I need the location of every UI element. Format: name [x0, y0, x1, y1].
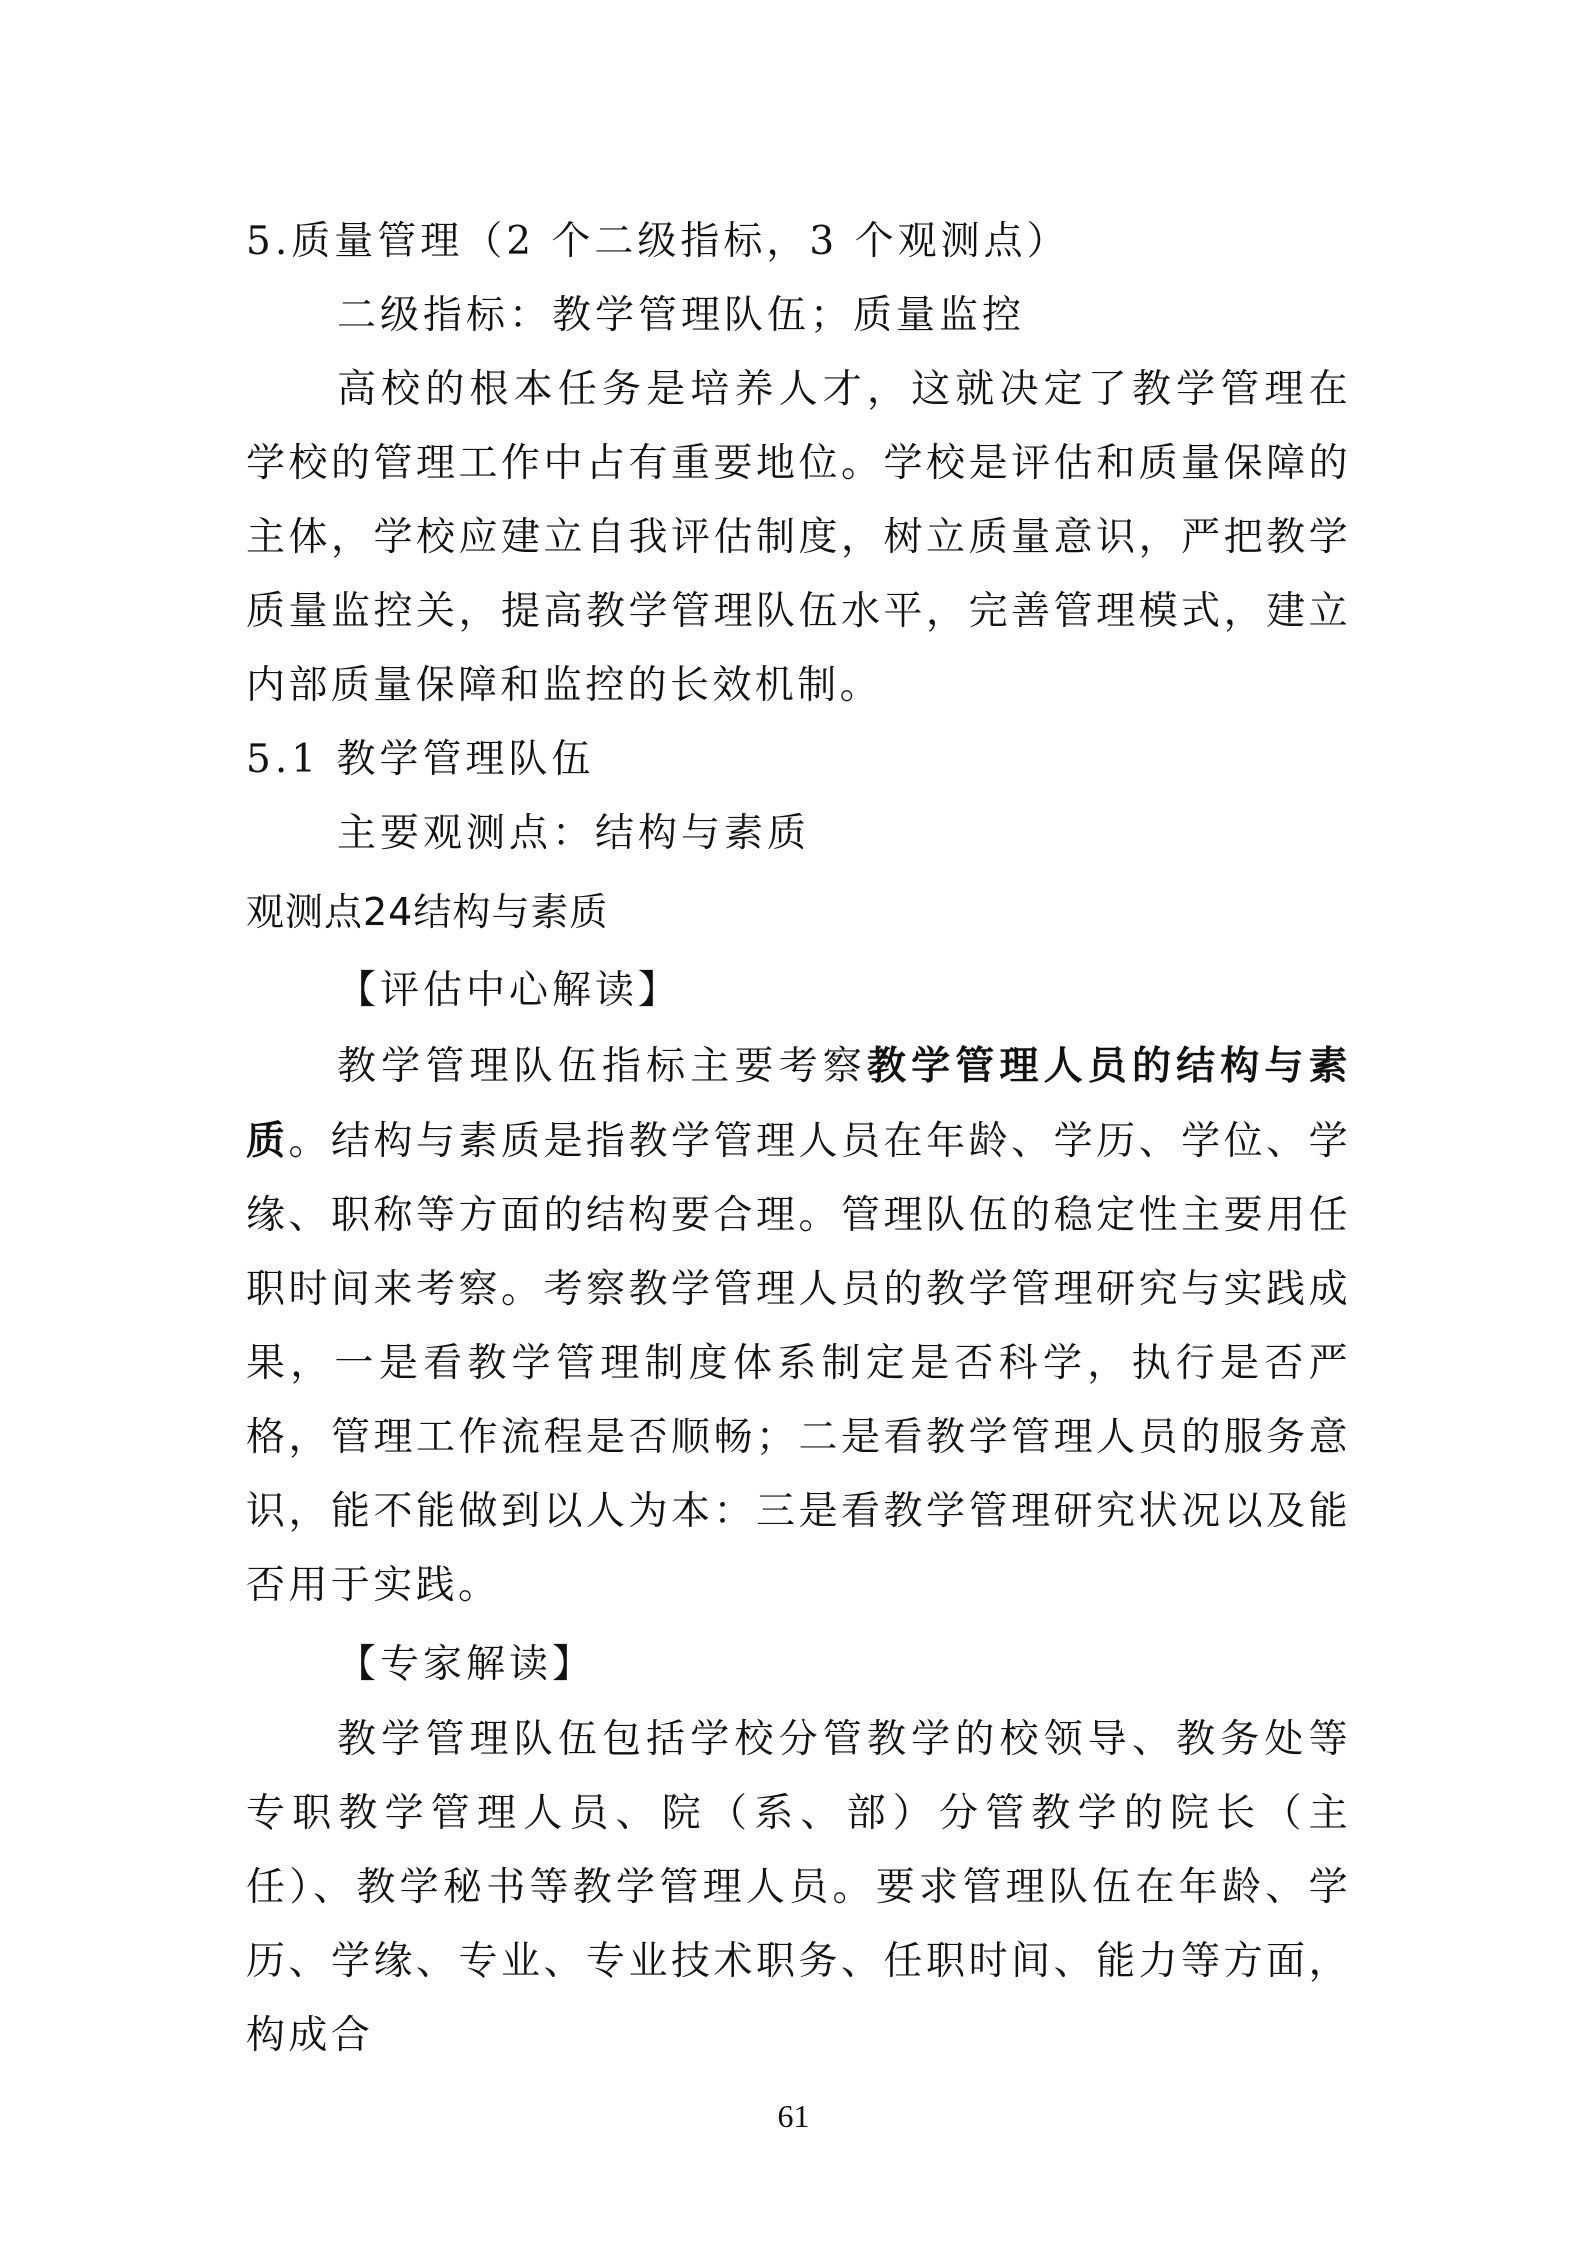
expert-paragraph: 教学管理队伍包括学校分管教学的校领导、教务处等专职教学管理人员、院（系、部）分管教学的院长（主任）、教学秘书等教学管理人员。要求管理队伍在年龄、学历、学缘、专业、专业技术职务、任职时间、能力等方面，构成合 [246, 1717, 1351, 2058]
center-paragraph-rest: 。结构与素质是指教学管理人员在年龄、学历、学位、学缘、职称等方面的结构要合理。管理队伍的稳定性主要用任职时间来考察。考察教学管理人员的教学管理研究与实践成果，一是看教学管理制度体系制定是否科学，执行是否严格，管理工作流程是否顺畅；二是看教学管理人员的服务意识，能不能做到以人为本：三是看教学管理研究状况以及能否用于实践。 [246, 1119, 1351, 1608]
page-number: 61 [777, 2098, 810, 2134]
expert-heading: 【专家解读】 [337, 1642, 596, 1687]
subsection-title: 5.1 教学管理队伍 [246, 737, 595, 782]
center-paragraph [246, 1029, 1351, 1623]
center-heading: 【评估中心解读】 [337, 968, 682, 1013]
center-paragraph-lead: 教学管理队伍指标主要考察 [337, 1044, 867, 1089]
intro-paragraph: 高校的根本任务是培养人才，这就决定了教学管理在学校的管理工作中占有重要地位。学校是评估和质量保障的主体，学校应建立自我评估制度，树立质量意识，严把教学质量监控关，提高教学管理队伍水平，完善管理模式，建立内部质量保障和监控的长效机制。 [246, 367, 1351, 708]
section-title: 5.质量管理（2 个二级指标，3 个观测点） [246, 219, 1070, 264]
secondary-indicators: 二级指标：教学管理队伍；质量监控 [337, 293, 1026, 338]
center-paragraph-emphasis: 教学管理人员的结构与素质 [246, 1043, 1351, 1164]
main-observation: 主要观测点：结构与素质 [337, 811, 811, 856]
observation-heading: 观测点24结构与素质 [246, 890, 609, 934]
page-content [246, 205, 1351, 2073]
